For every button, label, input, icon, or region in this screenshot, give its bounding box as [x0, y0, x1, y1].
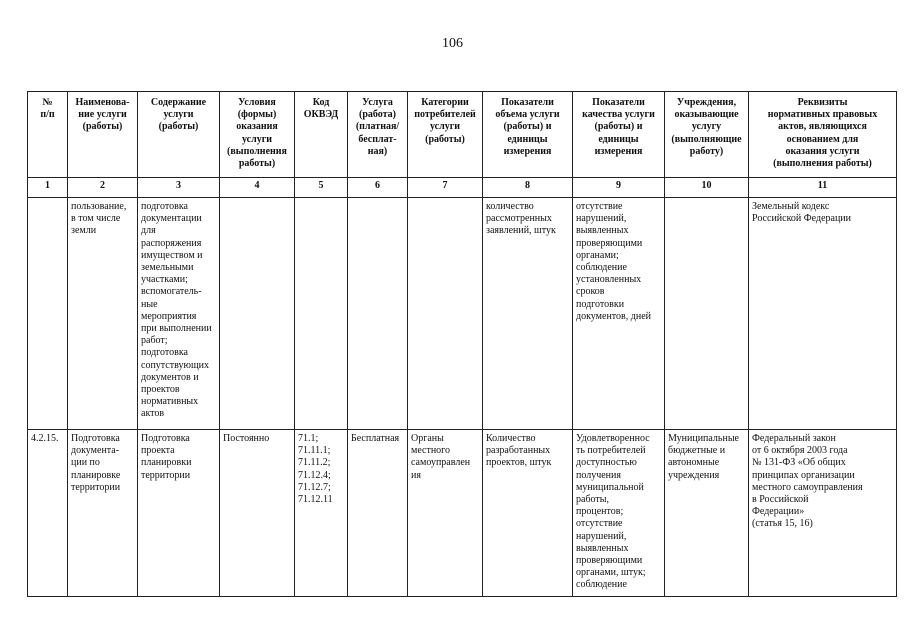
header-row: [28, 92, 897, 178]
services-table: [27, 91, 897, 597]
cell-consumer-categories: [408, 198, 483, 430]
cell-paid-free: Бесплатная: [348, 430, 408, 597]
column-number: 8: [483, 178, 573, 198]
header-volume-indicators: Показатели объема услуги (работы) и единицы измерения: [483, 92, 573, 178]
header-service-name: Наименова- ние услуги (работы): [68, 92, 138, 178]
cell-number: [28, 198, 68, 430]
cell-volume-indicators: Количество разработанных проектов, штук: [483, 430, 573, 597]
column-number: 1: [28, 178, 68, 198]
cell-legal-acts: Федеральный закон от 6 октября 2003 года № 131-ФЗ «Об общих принципах организации местного самоуправления в Российской Федерации» (статья 15, 16): [749, 430, 897, 597]
cell-institutions: [665, 198, 749, 430]
cell-service-name: пользование, в том числе земли: [68, 198, 138, 430]
column-number: 5: [295, 178, 348, 198]
column-number: 10: [665, 178, 749, 198]
cell-institutions: Муниципальные бюджетные и автономные учреждения: [665, 430, 749, 597]
cell-service-content: Подготовка проекта планировки территории: [138, 430, 220, 597]
table-row: [28, 198, 897, 430]
header-okved-code: Код ОКВЭД: [295, 92, 348, 178]
cell-service-content: подготовка документации для распоряжения имуществом и земельными участками; вспомогатель- ные мероприятия при выполнении работ; подготовка сопутствующих документов и проектов нормативных актов: [138, 198, 220, 430]
header-institutions: Учреждения, оказывающие услугу (выполняющие работу): [665, 92, 749, 178]
column-number: 11: [749, 178, 897, 198]
cell-conditions: [220, 198, 295, 430]
header-conditions: Условия (формы) оказания услуги (выполнения работы): [220, 92, 295, 178]
page-number: 106: [442, 36, 463, 51]
column-number: 9: [573, 178, 665, 198]
cell-quality-indicators: Удовлетвореннос ть потребителей доступностью получения муниципальной работы, процентов; отсутствие нарушений, выявленных проверяющими органами, штук; соблюдение: [573, 430, 665, 597]
cell-service-name: Подготовка документа- ции по планировке территории: [68, 430, 138, 597]
cell-number: 4.2.15.: [28, 430, 68, 597]
column-number-row: [28, 178, 897, 198]
column-number: 3: [138, 178, 220, 198]
column-number: 6: [348, 178, 408, 198]
cell-paid-free: [348, 198, 408, 430]
table-row: [28, 430, 897, 597]
header-quality-indicators: Показатели качества услуги (работы) и единицы измерения: [573, 92, 665, 178]
header-service-content: Содержание услуги (работы): [138, 92, 220, 178]
cell-legal-acts: Земельный кодекс Российской Федерации: [749, 198, 897, 430]
cell-quality-indicators: отсутствие нарушений, выявленных проверяющими органами; соблюдение установленных сроков подготовки документов, дней: [573, 198, 665, 430]
header-consumer-categories: Категории потребителей услуги (работы): [408, 92, 483, 178]
header-number: № п/п: [28, 92, 68, 178]
column-number: 2: [68, 178, 138, 198]
column-number: 4: [220, 178, 295, 198]
cell-okved-code: [295, 198, 348, 430]
header-legal-acts: Реквизиты нормативных правовых актов, являющихся основанием для оказания услуги (выполнения работы): [749, 92, 897, 178]
header-paid-free: Услуга (работа) (платная/ бесплат- ная): [348, 92, 408, 178]
cell-volume-indicators: количество рассмотренных заявлений, штук: [483, 198, 573, 430]
cell-consumer-categories: Органы местного самоуправлен ия: [408, 430, 483, 597]
cell-conditions: Постоянно: [220, 430, 295, 597]
column-number: 7: [408, 178, 483, 198]
cell-okved-code: 71.1; 71.11.1; 71.11.2; 71.12.4; 71.12.7; 71.12.11: [295, 430, 348, 597]
